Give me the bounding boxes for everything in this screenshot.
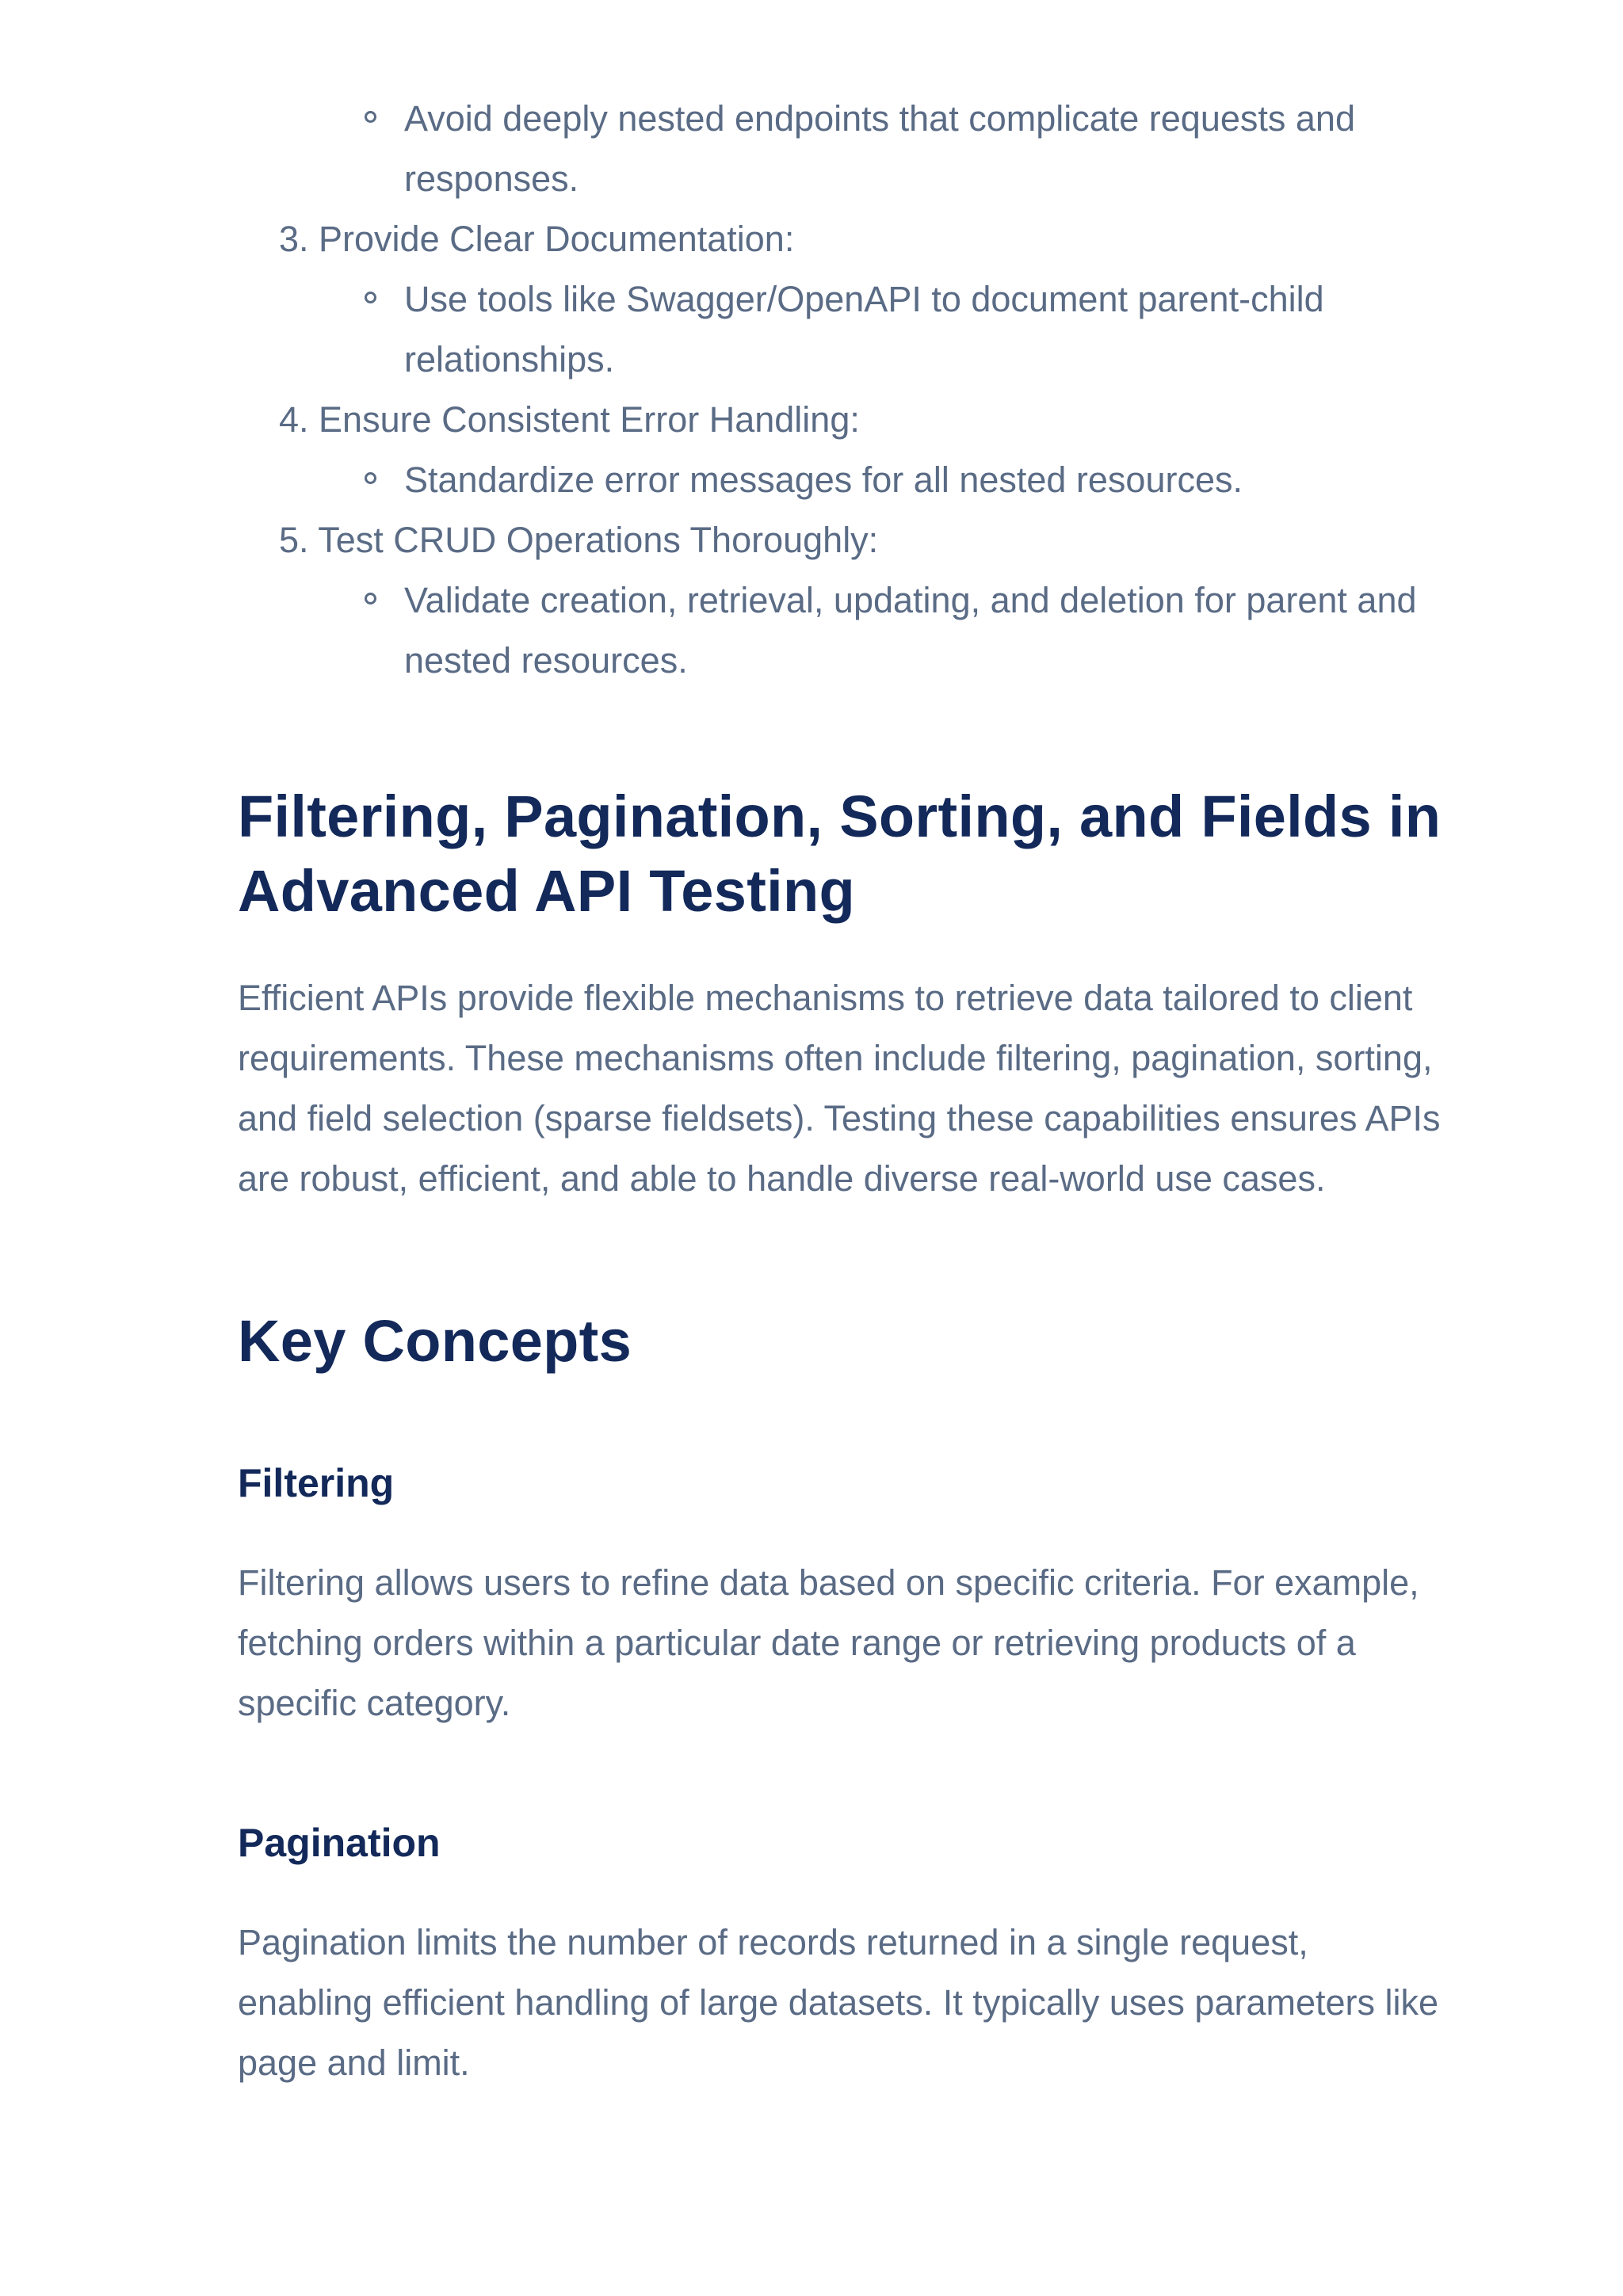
list-item	[279, 89, 1442, 209]
step-label: 4. Ensure Consistent Error Handling:	[279, 399, 860, 440]
filtering-heading: Filtering	[238, 1461, 395, 1505]
sub-item-text: Avoid deeply nested endpoints that complicate requests and responses.	[404, 98, 1355, 199]
sub-list	[279, 89, 1442, 209]
step-label: 5. Test CRUD Operations Thoroughly:	[279, 520, 879, 560]
sub-list	[279, 450, 1442, 510]
sub-list-item	[404, 269, 1442, 390]
circle-bullet-icon	[365, 292, 376, 303]
list-item	[279, 209, 1442, 390]
section-intro: Efficient APIs provide flexible mechanisms to retrieve data tailored to client requirements. These mechanisms often include filtering, pagination, sorting, and field selection (sparse fieldsets). Testing these capabilities ensures APIs are robust, efficient, and able to handle diverse real-world use cases.	[238, 978, 1441, 1199]
sub-list	[279, 269, 1442, 390]
list-item	[279, 510, 1442, 691]
circle-bullet-icon	[365, 472, 376, 484]
pagination-text: Pagination limits the number of records returned in a single request, enabling efficient handling of large datasets. It typically uses parameters like page and limit.	[238, 1922, 1439, 2083]
step-label: 3. Provide Clear Documentation:	[279, 219, 795, 259]
sub-list-item	[404, 89, 1442, 209]
sub-list-item	[404, 450, 1442, 510]
sub-list-item	[404, 570, 1442, 691]
section-title: Filtering, Pagination, Sorting, and Fields in Advanced API Testing	[238, 784, 1442, 924]
key-concepts-title: Key Concepts	[238, 1308, 632, 1374]
document-page	[238, 89, 1442, 2093]
sub-list	[279, 570, 1442, 691]
sub-item-text: Standardize error messages for all nested resources.	[404, 460, 1243, 500]
sub-item-text: Validate creation, retrieval, updating, and deletion for parent and nested resources.	[404, 580, 1417, 681]
list-item	[279, 390, 1442, 510]
numbered-list	[238, 89, 1442, 691]
sub-item-text: Use tools like Swagger/OpenAPI to document parent-child relationships.	[404, 279, 1324, 379]
circle-bullet-icon	[365, 111, 376, 123]
circle-bullet-icon	[365, 593, 376, 605]
pagination-heading: Pagination	[238, 1821, 441, 1865]
filtering-text: Filtering allows users to refine data based on specific criteria. For example, fetching orders within a particular date range or retrieving products of a specific category.	[238, 1562, 1419, 1723]
